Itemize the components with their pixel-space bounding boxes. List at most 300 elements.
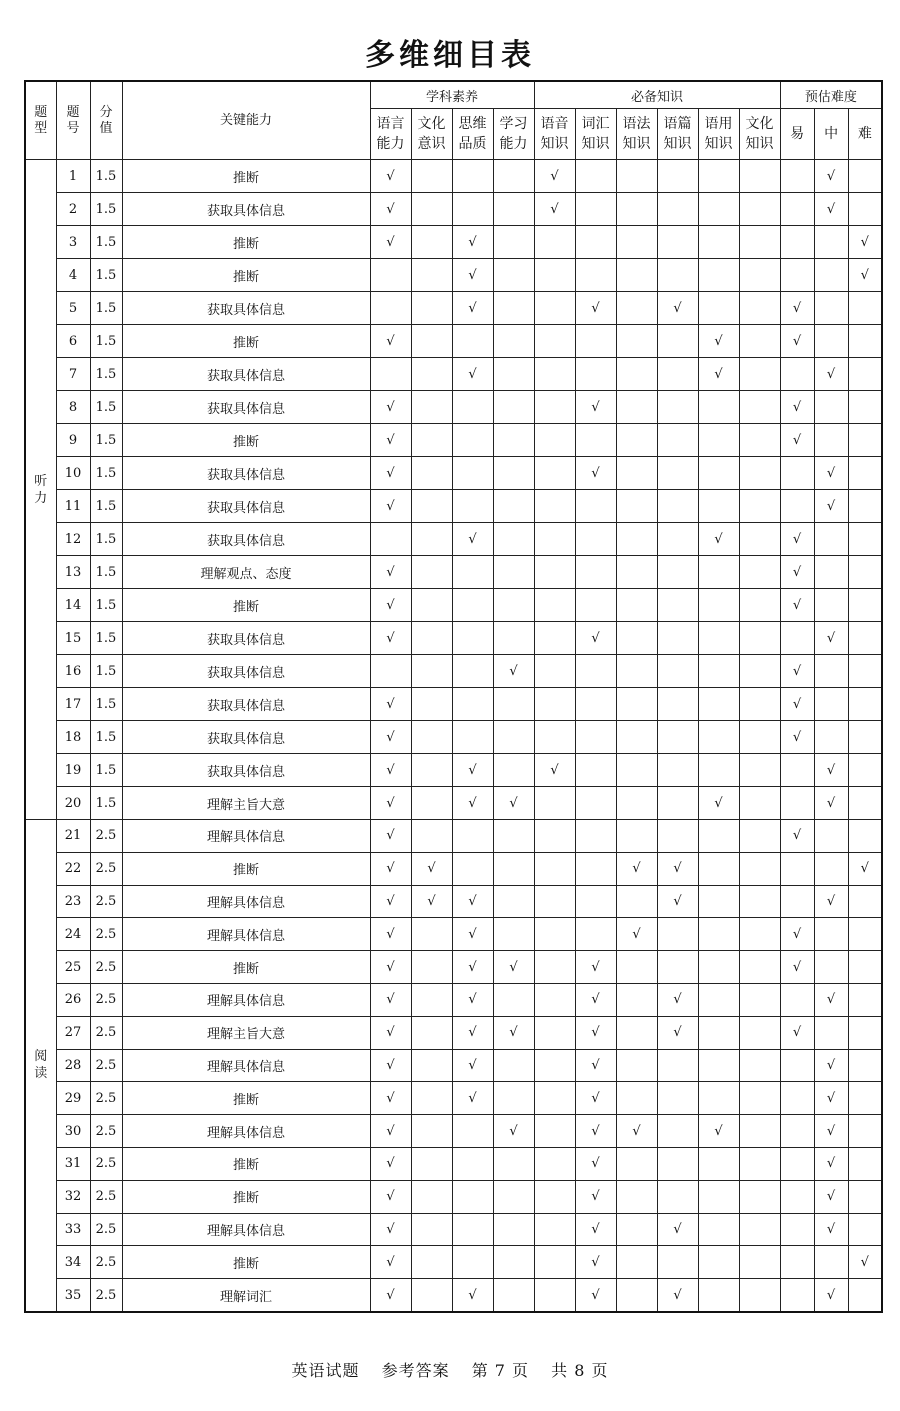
mark-cell: [698, 1147, 739, 1180]
mark-cell: [657, 655, 698, 688]
mark-cell: [780, 1082, 814, 1115]
mark-cell: [452, 787, 493, 820]
mark-cell: [698, 655, 739, 688]
mark-cell: [575, 918, 616, 951]
check-mark: √: [386, 959, 395, 975]
mark-cell: [698, 292, 739, 325]
mark-cell: [575, 622, 616, 655]
check-mark: √: [386, 1156, 395, 1172]
mark-cell: [575, 1115, 616, 1148]
mark-cell: [698, 1016, 739, 1049]
mark-cell: [739, 292, 780, 325]
key-ability: 获取具体信息: [122, 655, 370, 688]
mark-cell: [534, 556, 575, 589]
mark-cell: [780, 951, 814, 984]
mark-cell: [534, 754, 575, 787]
mark-cell: [534, 160, 575, 193]
mark-cell: [370, 1147, 411, 1180]
mark-cell: [493, 358, 534, 391]
mark-cell: [657, 193, 698, 226]
mark-cell: [739, 820, 780, 853]
header-sub-label: 易: [790, 126, 805, 142]
mark-cell: [493, 259, 534, 292]
question-score: 1.5: [90, 424, 122, 457]
table-row: [25, 852, 882, 885]
header-sub-10: [780, 109, 814, 160]
mark-cell: [814, 424, 848, 457]
mark-cell: [411, 193, 452, 226]
question-number: 9: [56, 424, 90, 457]
mark-cell: [370, 1016, 411, 1049]
check-mark: √: [826, 992, 836, 1008]
mark-cell: [616, 754, 657, 787]
check-mark: √: [386, 729, 395, 745]
mark-cell: [411, 885, 452, 918]
mark-cell: [814, 820, 848, 853]
mark-cell: [493, 885, 534, 918]
mark-cell: [370, 391, 411, 424]
mark-cell: [411, 1147, 452, 1180]
question-score: 1.5: [90, 490, 122, 523]
check-mark: √: [386, 432, 395, 448]
header-sub-label: 文化知识: [745, 116, 774, 152]
check-mark: √: [860, 861, 869, 877]
header-sub-label: 中: [824, 126, 839, 142]
check-mark: √: [826, 1221, 836, 1237]
header-sub-label: 语篇知识: [663, 116, 692, 152]
mark-cell: [780, 885, 814, 918]
key-ability: 推断: [122, 1180, 370, 1213]
mark-cell: [657, 852, 698, 885]
question-score: 1.5: [90, 721, 122, 754]
mark-cell: [848, 1147, 882, 1180]
table-row: [25, 457, 882, 490]
key-ability: 获取具体信息: [122, 292, 370, 325]
key-ability: 推断: [122, 1246, 370, 1279]
check-mark: √: [386, 1025, 395, 1041]
mark-cell: [411, 1016, 452, 1049]
mark-cell: [411, 951, 452, 984]
mark-cell: [848, 1279, 882, 1312]
mark-cell: [370, 951, 411, 984]
check-mark: √: [860, 267, 869, 283]
mark-cell: [452, 820, 493, 853]
mark-cell: [370, 754, 411, 787]
mark-cell: [411, 1180, 452, 1213]
key-ability: 理解具体信息: [122, 983, 370, 1016]
mark-cell: [698, 622, 739, 655]
table-row: [25, 556, 882, 589]
mark-cell: [848, 1016, 882, 1049]
mark-cell: [698, 1279, 739, 1312]
mark-cell: [848, 589, 882, 622]
question-score: 2.5: [90, 1246, 122, 1279]
mark-cell: [493, 721, 534, 754]
question-number: 8: [56, 391, 90, 424]
mark-cell: [698, 1246, 739, 1279]
mark-cell: [493, 424, 534, 457]
mark-cell: [780, 556, 814, 589]
key-ability: 推断: [122, 424, 370, 457]
mark-cell: [780, 1213, 814, 1246]
mark-cell: [616, 523, 657, 556]
check-mark: √: [632, 861, 641, 877]
question-number: 34: [56, 1246, 90, 1279]
header-number: [56, 81, 90, 160]
question-score: 2.5: [90, 1180, 122, 1213]
question-number: 6: [56, 325, 90, 358]
table-row: [25, 1115, 882, 1148]
mark-cell: [739, 1279, 780, 1312]
check-mark: √: [792, 926, 802, 942]
mark-cell: [452, 490, 493, 523]
mark-cell: [575, 787, 616, 820]
mark-cell: [411, 820, 452, 853]
mark-cell: [739, 424, 780, 457]
check-mark: √: [509, 1025, 518, 1041]
mark-cell: [370, 622, 411, 655]
key-ability: 推断: [122, 226, 370, 259]
mark-cell: [575, 1246, 616, 1279]
header-number-label: 题号: [66, 104, 80, 136]
mark-cell: [780, 852, 814, 885]
check-mark: √: [509, 795, 518, 811]
mark-cell: [698, 754, 739, 787]
question-score: 2.5: [90, 951, 122, 984]
mark-cell: [698, 193, 739, 226]
question-score: 2.5: [90, 1213, 122, 1246]
mark-cell: [452, 391, 493, 424]
check-mark: √: [714, 333, 723, 349]
check-mark: √: [792, 1025, 802, 1041]
mark-cell: [534, 1082, 575, 1115]
mark-cell: [657, 1082, 698, 1115]
mark-cell: [493, 655, 534, 688]
table-row: [25, 820, 882, 853]
check-mark: √: [386, 762, 395, 778]
check-mark: √: [550, 168, 559, 184]
table-row: [25, 1082, 882, 1115]
mark-cell: [452, 325, 493, 358]
mark-cell: [616, 622, 657, 655]
question-score: 1.5: [90, 787, 122, 820]
check-mark: √: [468, 1090, 477, 1106]
mark-cell: [814, 983, 848, 1016]
mark-cell: [534, 325, 575, 358]
check-mark: √: [826, 1090, 836, 1106]
table-row: [25, 325, 882, 358]
check-mark: √: [792, 333, 802, 349]
key-ability: 理解具体信息: [122, 820, 370, 853]
mark-cell: [739, 391, 780, 424]
mark-cell: [534, 226, 575, 259]
mark-cell: [698, 1115, 739, 1148]
mark-cell: [814, 523, 848, 556]
key-ability: 推断: [122, 951, 370, 984]
mark-cell: [452, 193, 493, 226]
header-sub-12: [848, 109, 882, 160]
check-mark: √: [792, 597, 802, 613]
table-row: [25, 688, 882, 721]
check-mark: √: [550, 201, 559, 217]
check-mark: √: [714, 366, 723, 382]
mark-cell: [780, 193, 814, 226]
mark-cell: [698, 820, 739, 853]
check-mark: √: [826, 630, 836, 646]
mark-cell: [411, 1115, 452, 1148]
question-score: 2.5: [90, 918, 122, 951]
check-mark: √: [673, 861, 682, 877]
check-mark: √: [826, 1123, 836, 1139]
check-mark: √: [591, 1287, 600, 1303]
mark-cell: [657, 226, 698, 259]
check-mark: √: [468, 366, 477, 382]
mark-cell: [493, 457, 534, 490]
mark-cell: [814, 1213, 848, 1246]
mark-cell: [698, 983, 739, 1016]
header-sub-label: 词汇知识: [581, 116, 610, 152]
mark-cell: [616, 490, 657, 523]
check-mark: √: [792, 828, 802, 844]
mark-cell: [739, 523, 780, 556]
mark-cell: [780, 589, 814, 622]
mark-cell: [780, 358, 814, 391]
question-number: 13: [56, 556, 90, 589]
mark-cell: [814, 852, 848, 885]
mark-cell: [575, 655, 616, 688]
mark-cell: [814, 721, 848, 754]
mark-cell: [370, 160, 411, 193]
mark-cell: [452, 457, 493, 490]
check-mark: √: [468, 531, 477, 547]
check-mark: √: [550, 762, 559, 778]
mark-cell: [575, 160, 616, 193]
mark-cell: [814, 391, 848, 424]
header-sub-3: [493, 109, 534, 160]
mark-cell: [814, 160, 848, 193]
mark-cell: [370, 1180, 411, 1213]
key-ability: 推断: [122, 852, 370, 885]
check-mark: √: [468, 762, 477, 778]
question-number: 17: [56, 688, 90, 721]
key-ability: 获取具体信息: [122, 622, 370, 655]
mark-cell: [452, 655, 493, 688]
mark-cell: [739, 556, 780, 589]
mark-cell: [493, 325, 534, 358]
mark-cell: [534, 259, 575, 292]
mark-cell: [616, 226, 657, 259]
check-mark: √: [792, 959, 802, 975]
mark-cell: [739, 160, 780, 193]
check-mark: √: [386, 201, 395, 217]
question-score: 2.5: [90, 1147, 122, 1180]
question-score: 1.5: [90, 391, 122, 424]
mark-cell: [575, 1049, 616, 1082]
mark-cell: [370, 193, 411, 226]
check-mark: √: [386, 1287, 395, 1303]
check-mark: √: [792, 663, 802, 679]
mark-cell: [452, 1049, 493, 1082]
question-number: 4: [56, 259, 90, 292]
mark-cell: [534, 983, 575, 1016]
mark-cell: [370, 1082, 411, 1115]
mark-cell: [616, 424, 657, 457]
question-number: 27: [56, 1016, 90, 1049]
check-mark: √: [632, 926, 641, 942]
mark-cell: [657, 325, 698, 358]
check-mark: √: [386, 1189, 395, 1205]
mark-cell: [370, 259, 411, 292]
mark-cell: [534, 1213, 575, 1246]
mark-cell: [739, 1049, 780, 1082]
mark-cell: [739, 226, 780, 259]
mark-cell: [370, 655, 411, 688]
check-mark: √: [632, 1123, 641, 1139]
question-score: 1.5: [90, 292, 122, 325]
mark-cell: [534, 391, 575, 424]
mark-cell: [848, 885, 882, 918]
mark-cell: [370, 852, 411, 885]
mark-cell: [493, 556, 534, 589]
mark-cell: [780, 622, 814, 655]
check-mark: √: [468, 1057, 477, 1073]
check-mark: √: [468, 893, 477, 909]
mark-cell: [657, 523, 698, 556]
mark-cell: [780, 1115, 814, 1148]
check-mark: √: [860, 1254, 869, 1270]
mark-cell: [739, 655, 780, 688]
mark-cell: [698, 852, 739, 885]
question-score: 2.5: [90, 1115, 122, 1148]
mark-cell: [452, 292, 493, 325]
mark-cell: [698, 259, 739, 292]
mark-cell: [534, 1279, 575, 1312]
check-mark: √: [826, 1156, 836, 1172]
key-ability: 理解词汇: [122, 1279, 370, 1312]
mark-cell: [698, 885, 739, 918]
mark-cell: [848, 424, 882, 457]
question-number: 23: [56, 885, 90, 918]
mark-cell: [411, 589, 452, 622]
header-sub-0: [370, 109, 411, 160]
mark-cell: [452, 226, 493, 259]
header-type-label: 题型: [34, 104, 48, 136]
mark-cell: [657, 589, 698, 622]
check-mark: √: [792, 729, 802, 745]
mark-cell: [493, 1180, 534, 1213]
check-mark: √: [386, 498, 395, 514]
mark-cell: [411, 1246, 452, 1279]
mark-cell: [575, 325, 616, 358]
mark-cell: [739, 358, 780, 391]
mark-cell: [814, 589, 848, 622]
question-score: 2.5: [90, 820, 122, 853]
mark-cell: [575, 457, 616, 490]
mark-cell: [848, 325, 882, 358]
mark-cell: [848, 358, 882, 391]
question-score: 1.5: [90, 193, 122, 226]
check-mark: √: [386, 168, 395, 184]
mark-cell: [534, 292, 575, 325]
key-ability: 推断: [122, 1147, 370, 1180]
mark-cell: [493, 918, 534, 951]
mark-cell: [370, 292, 411, 325]
key-ability: 理解观点、态度: [122, 556, 370, 589]
mark-cell: [657, 622, 698, 655]
mark-cell: [814, 787, 848, 820]
mark-cell: [616, 1147, 657, 1180]
question-score: 1.5: [90, 688, 122, 721]
question-score: 2.5: [90, 1016, 122, 1049]
check-mark: √: [826, 498, 836, 514]
mark-cell: [616, 885, 657, 918]
mark-cell: [739, 852, 780, 885]
check-mark: √: [826, 465, 836, 481]
mark-cell: [493, 1115, 534, 1148]
mark-cell: [452, 589, 493, 622]
footer-page-total: 共 8 页: [551, 1361, 609, 1380]
check-mark: √: [591, 1254, 600, 1270]
mark-cell: [780, 391, 814, 424]
mark-cell: [616, 918, 657, 951]
question-number: 7: [56, 358, 90, 391]
mark-cell: [493, 1016, 534, 1049]
mark-cell: [452, 754, 493, 787]
mark-cell: [698, 358, 739, 391]
mark-cell: [848, 918, 882, 951]
mark-cell: [493, 160, 534, 193]
mark-cell: [534, 852, 575, 885]
question-score: 2.5: [90, 1279, 122, 1312]
mark-cell: [698, 1180, 739, 1213]
question-score: 2.5: [90, 1082, 122, 1115]
table-row: [25, 1016, 882, 1049]
mark-cell: [780, 688, 814, 721]
check-mark: √: [591, 465, 600, 481]
key-ability: 获取具体信息: [122, 358, 370, 391]
table-row: [25, 1049, 882, 1082]
mark-cell: [657, 424, 698, 457]
header-sub-label: 思维品质: [458, 116, 487, 152]
mark-cell: [657, 358, 698, 391]
mark-cell: [780, 918, 814, 951]
mark-cell: [452, 1246, 493, 1279]
header-group-knowledge: 必备知识: [534, 81, 780, 109]
question-number: 24: [56, 918, 90, 951]
check-mark: √: [673, 1221, 682, 1237]
mark-cell: [575, 951, 616, 984]
mark-cell: [780, 259, 814, 292]
header-sub-1: [411, 109, 452, 160]
mark-cell: [616, 457, 657, 490]
mark-cell: [814, 193, 848, 226]
mark-cell: [493, 852, 534, 885]
table-row: [25, 1213, 882, 1246]
mark-cell: [411, 457, 452, 490]
check-mark: √: [468, 926, 477, 942]
mark-cell: [452, 885, 493, 918]
mark-cell: [780, 292, 814, 325]
check-mark: √: [591, 1123, 600, 1139]
check-mark: √: [591, 300, 600, 316]
table-row: [25, 1279, 882, 1312]
mark-cell: [848, 1180, 882, 1213]
table-row: [25, 1147, 882, 1180]
key-ability: 理解具体信息: [122, 1049, 370, 1082]
mark-cell: [452, 918, 493, 951]
table-row: [25, 589, 882, 622]
mark-cell: [534, 655, 575, 688]
